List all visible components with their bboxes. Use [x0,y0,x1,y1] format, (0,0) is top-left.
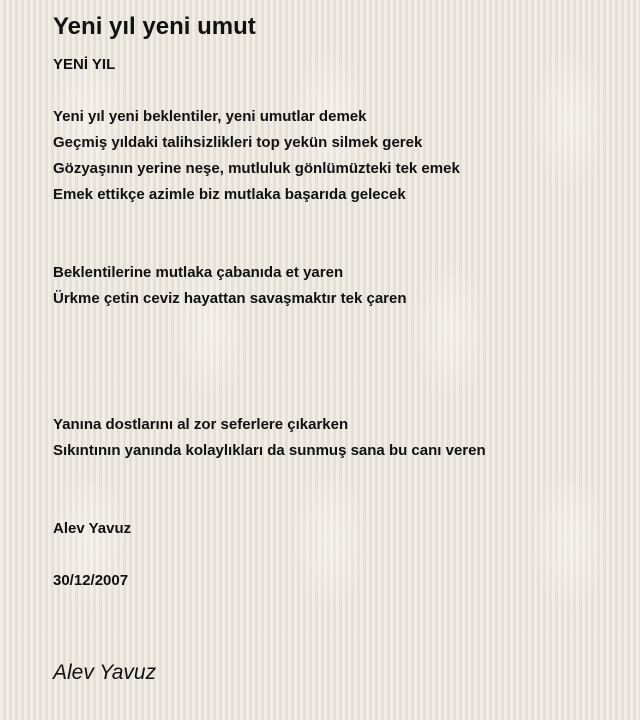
poem-line: Emek ettikçe azimle biz mutlaka başarıda gelecek [53,186,406,203]
poem-date: 30/12/2007 [53,572,129,589]
poem-author: Alev Yavuz [53,520,132,537]
poem-line: Ürkme çetin ceviz hayattan savaşmaktır tek çaren [53,290,407,307]
author-signature: Alev Yavuz [53,661,157,684]
poem-line: Beklentilerine mutlaka çabanıda et yaren [53,264,344,281]
poem-line: Yanına dostlarını al zor seferlere çıkarken [53,416,349,433]
poem-title: Yeni yıl yeni umut [53,13,256,40]
poem-line: Sıkıntının yanında kolaylıkları da sunmuş sana bu canı veren [53,442,486,459]
poem-line: Yeni yıl yeni beklentiler, yeni umutlar demek [53,108,367,125]
poem-subtitle: YENİ YIL [53,56,116,73]
poem-line: Gözyaşının yerine neşe, mutluluk gönlümüzteki tek emek [53,160,460,177]
poem-line: Geçmiş yıldaki talihsizlikleri top yekün silmek gerek [53,134,423,151]
